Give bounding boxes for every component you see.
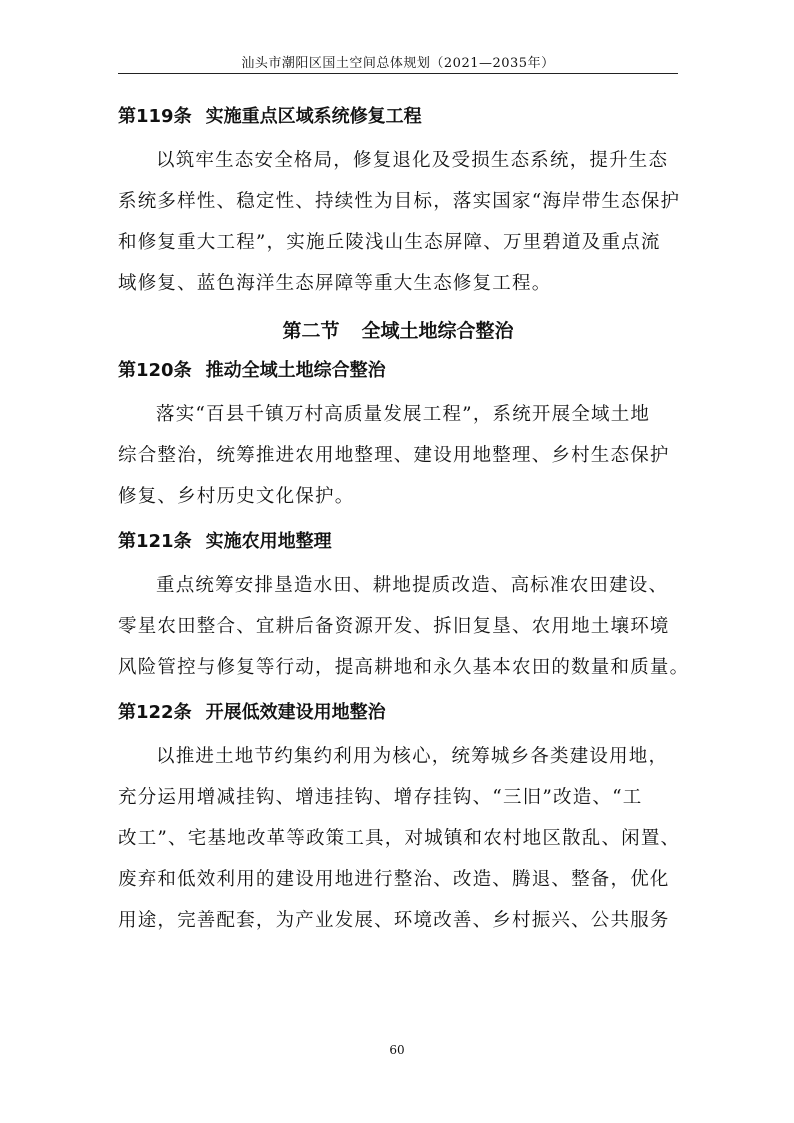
article-title bbox=[118, 100, 678, 134]
text-line: 用途，完善配套，为产业发展、环境改善、乡村振兴、公共服务 bbox=[118, 910, 670, 931]
article-title bbox=[118, 696, 678, 730]
paragraph bbox=[118, 565, 690, 688]
text-line: 修复、乡村历史文化保护。 bbox=[118, 486, 355, 507]
text-line: 重点统筹安排垦造水田、耕地提质改造、高标准农田建设、 bbox=[156, 575, 669, 596]
text-line: 以筑牢生态安全格局，修复退化及受损生态系统，提升生态 bbox=[156, 150, 669, 171]
article-heading: 开展低效建设用地整治 bbox=[205, 702, 386, 723]
article-number: 第119条 bbox=[118, 106, 192, 127]
text-line: 充分运用增减挂钩、增违挂钩、增存挂钩、“三旧”改造、“工 bbox=[118, 787, 643, 808]
text-line: 零星农田整合、宜耕后备资源开发、拆旧复垦、农用地土壤环境 bbox=[118, 616, 670, 637]
text-line: 综合整治，统筹推进农用地整理、建设用地整理、乡村生态保护 bbox=[118, 445, 670, 466]
article-120 bbox=[118, 354, 678, 517]
paragraph bbox=[118, 394, 678, 517]
text-line: 改工”、宅基地改革等政策工具，对城镇和农村地区散乱、闲置、 bbox=[118, 828, 681, 849]
article-119 bbox=[118, 100, 681, 304]
running-header: 汕头市潮阳区国土空间总体规划（2021—2035年） bbox=[241, 56, 555, 71]
header-rule bbox=[118, 73, 678, 74]
text-line: 域修复、蓝色海洋生态屏障等重大生态修复工程。 bbox=[118, 273, 552, 294]
text-line: 落实“百县千镇万村高质量发展工程”，系统开展全域土地 bbox=[156, 404, 651, 425]
text-line: 以推进土地节约集约利用为核心，统筹城乡各类建设用地， bbox=[156, 746, 669, 767]
text-line: 和修复重大工程”，实施丘陵浅山生态屏障、万里碧道及重点流 bbox=[118, 232, 661, 253]
paragraph bbox=[118, 736, 681, 941]
article-number: 第122条 bbox=[118, 702, 192, 723]
text-line: 废弃和低效利用的建设用地进行整治、改造、腾退、整备，优化 bbox=[118, 869, 670, 890]
article-number: 第120条 bbox=[118, 360, 192, 381]
document-body bbox=[118, 100, 690, 941]
article-121 bbox=[118, 525, 690, 688]
section-number: 第二节 bbox=[282, 320, 340, 342]
section-title bbox=[118, 314, 678, 348]
paragraph bbox=[118, 140, 681, 304]
article-heading: 实施重点区域系统修复工程 bbox=[205, 106, 422, 127]
page-number: 60 bbox=[389, 1043, 405, 1057]
text-line: 系统多样性、稳定性、持续性为目标，落实国家“海岸带生态保护 bbox=[118, 191, 681, 212]
article-heading: 推动全域土地综合整治 bbox=[205, 360, 386, 381]
text-line: 风险管控与修复等行动，提高耕地和永久基本农田的数量和质量。 bbox=[118, 657, 690, 678]
section-heading: 全域土地综合整治 bbox=[361, 320, 514, 342]
article-122 bbox=[118, 696, 681, 941]
article-number: 第121条 bbox=[118, 531, 192, 552]
article-heading: 实施农用地整理 bbox=[205, 531, 332, 552]
article-title bbox=[118, 354, 678, 388]
article-title bbox=[118, 525, 678, 559]
